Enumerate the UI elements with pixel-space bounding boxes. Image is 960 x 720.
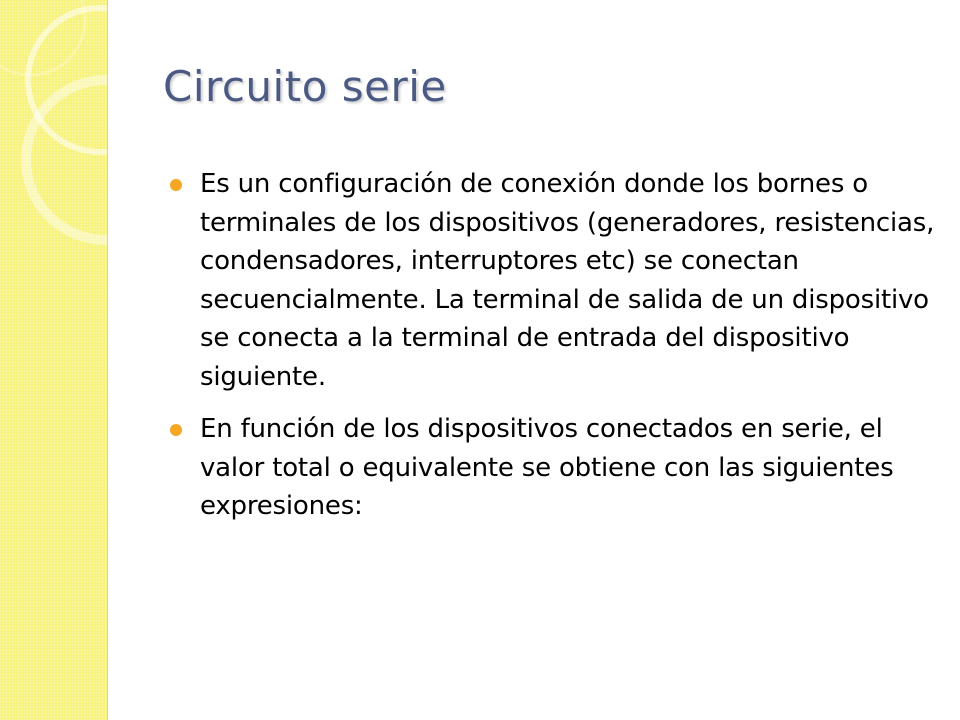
bullet-item <box>168 165 948 396</box>
decorative-circles <box>0 0 107 720</box>
bullet-dot-icon <box>170 424 182 436</box>
slide-title: Circuito serie <box>163 62 447 111</box>
decorative-side-band <box>0 0 108 720</box>
bullet-text: En función de los dispositivos conectados en serie, el valor total o equivalente se obtiene con las siguientes expresiones: <box>200 414 894 521</box>
bullet-list <box>168 165 948 540</box>
bullet-dot-icon <box>170 179 182 191</box>
bullet-item <box>168 410 948 526</box>
bullet-text: Es un configuración de conexión donde los bornes o terminales de los dispositivos (generadores, resistencias, condensadores, interruptores etc) se conectan secuencialmente. La terminal de salida de un dispositivo se conecta a la terminal de entrada del dispositivo siguiente. <box>200 169 935 392</box>
